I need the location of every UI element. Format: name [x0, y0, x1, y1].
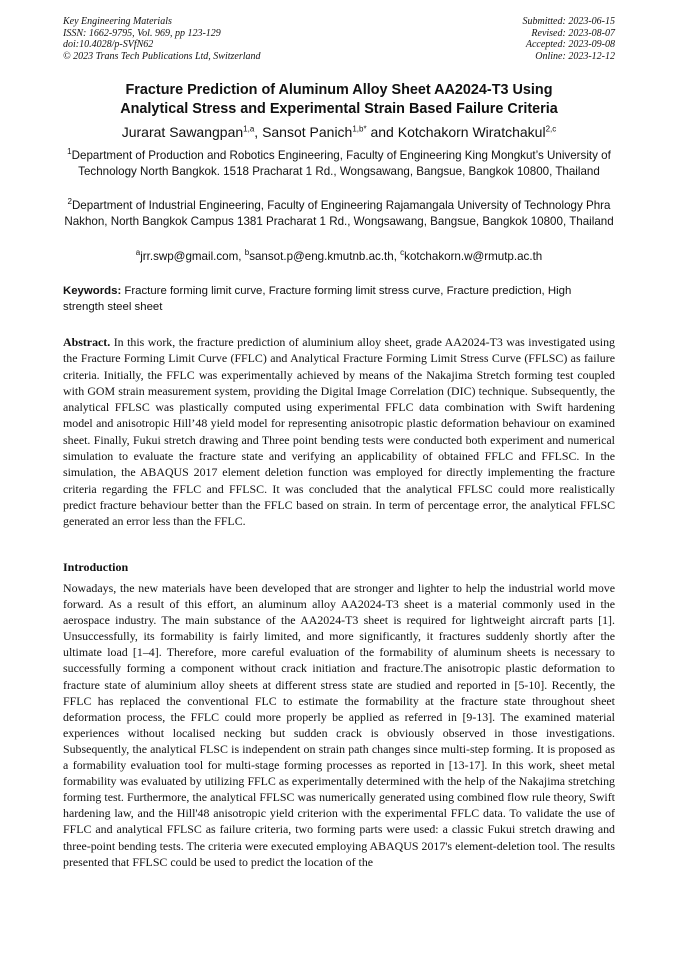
- author-emails: [40, 249, 638, 265]
- author-separator: ,: [254, 124, 263, 140]
- author-3-name: Kotchakorn Wiratchakul: [397, 124, 546, 140]
- author-3-affil: 2,c: [545, 124, 557, 134]
- date-revised: Revised: 2023-08-07: [531, 27, 615, 39]
- journal-name: Key Engineering Materials: [63, 16, 172, 27]
- email-b: sansot.p@eng.kmutnb.ac.th,: [249, 250, 401, 263]
- email-a-marker: a: [135, 248, 141, 258]
- abstract-text: In this work, the fracture prediction of aluminium alloy sheet, grade AA2024-T3 was investigated using the Fracture Forming Limit Curve (FFLC) and Analytical Fracture Forming Limit Stress Curve (FFLSC) as failure criteria. Initially, the FFLC was experimentally achieved by means of the Nakajima Stretch forming test coupled with GOM strain measurement system, providing the Digital Image Correlation (DIC) technique. Subsequently, the analytical FFLSC was plastically computed using experimental FFLC data combination with Swift hardening model and anisotropic Hill’48 yield model for representing anisotropic plastic deformation behaviour on examined sheet. Finally, Fukui stretch drawing and Three point bending tests were conducted both experiment and numerical simulation to evaluate the fracture state and verifying an applicability of obtained FFLC and FFLSC. In the simulation, the ABAQUS 2017 element deletion function was employed for directly implementing the fracture criteria regarding the FFLC and FFLSC. It was concluded that the analytical FFLSC could more realistically predict fracture behaviour better than the FFLC based on strain. In term of percentage error, the analytical FFLSC generated an error less than the FFLC.: [63, 335, 615, 529]
- journal-doi: doi:10.4028/p-SVfN62: [63, 39, 154, 51]
- journal-copyright: © 2023 Trans Tech Publications Ltd, Switzerland: [63, 50, 261, 62]
- abstract-label: Abstract.: [63, 335, 111, 349]
- affiliation-1-marker: 1: [67, 147, 72, 157]
- affiliation-2: [52, 198, 626, 231]
- author-2-name: Sansot Panich: [262, 124, 353, 140]
- date-submitted: Submitted: 2023-06-15: [522, 16, 615, 27]
- affiliation-1-text: Department of Production and Robotics Engineering, Faculty of Engineering King Mongkut’s University of Technology North Bangkok. 1518 Pracharat 1 Rd., Wongsawang, Bangsue, Bangkok 10800, Thailand: [71, 149, 611, 179]
- title-line-2: Analytical Stress and Experimental Strain Based Failure Criteria: [120, 101, 558, 117]
- author-list: [40, 122, 638, 142]
- affiliation-2-marker: 2: [67, 197, 72, 207]
- title-line-1: Fracture Prediction of Aluminum Alloy Sheet AA2024-T3 Using: [125, 82, 553, 98]
- date-online: Online: 2023-12-12: [535, 50, 615, 62]
- abstract-section: [63, 334, 615, 530]
- email-c: kotchakorn.w@rmutp.ac.th: [404, 250, 543, 263]
- author-separator: and: [366, 124, 398, 140]
- affiliation-2-text: Department of Industrial Engineering, Faculty of Engineering Rajamangala University of Technology Phra Nakhon, North Bangkok Campus 1381 Pracharat 1 Rd., Wongsawang, Bangsue, Bangkok 10800, Thailand: [64, 199, 614, 229]
- keywords-section: [63, 283, 615, 315]
- date-accepted: Accepted: 2023-09-08: [525, 39, 615, 51]
- author-1-affil: 1,a: [243, 124, 255, 134]
- paper-title: [40, 81, 638, 119]
- email-c-marker: c: [400, 248, 405, 258]
- affiliation-1: [52, 148, 626, 181]
- email-b-marker: b: [244, 248, 250, 258]
- journal-info: [63, 16, 261, 62]
- introduction-paragraph: Nowadays, the new materials have been developed that are stronger and lighter to help the industrial world move forward. As a result of this effort, an aluminum alloy AA2024-T3 sheet is a material commonly used in the aerospace industry. The main substance of the AA2024-T3 sheet is required for lightweight aircraft parts [1]. Unsuccessfully, its formability is fairly limited, and more significantly, it fractures suddenly shortly after the ultimate load [1–4]. Therefore, more careful evaluation of the formability of aluminum sheets is necessary to successfully forming a component without crack initiation and fracture.The anisotropic plastic deformation to fracture state of aluminium alloy sheets at different stress state are studied and reported in [5-10]. Recently, the FFLC has replaced the conventional FLC to estimate the formability at the fracture state throughout sheet deformation process, the FFLC could more properly be applied as referred in [9-13]. The examined material experiences without localised necking but sudden crack is obviously observed in those investigations. Subsequently, the analytical FLSC is independent on strain path changes since multi-step forming. It is proposed as a formability evaluation tool for multi-stage forming processes as reported in [13-17]. In this work, sheet metal formability was evaluated by utilizing FFLC as experimentally determined with the help of the Nakajima stretching forming test. Furthermore, the analytical FFLSC was numerically generated using combined flow rule theory, Swift hardening law, and the Hill'48 anisotropic yield criterion with the experimental FFLC data. To validate the use of FFLC and analytical FFLSC as failure criteria, two forming parts were used: a classic Fukui stretch drawing and three-point bending tests. The criteria were executed employing ABAQUS 2017's element-deletion tool. The results presented that FFLSC could be used to predict the location of the: [63, 581, 615, 869]
- journal-issn: ISSN: 1662-9795, Vol. 969, pp 123-129: [63, 27, 221, 39]
- email-a: jrr.swp@gmail.com,: [140, 250, 245, 263]
- author-1-name: Jurarat Sawangpan: [121, 124, 244, 140]
- author-2-affil: 1,b*: [352, 124, 367, 134]
- introduction-heading: Introduction: [63, 560, 129, 574]
- publication-dates: [523, 16, 616, 62]
- keywords-label: Keywords:: [63, 285, 122, 297]
- keywords-text: Fracture forming limit curve, Fracture forming limit stress curve, Fracture prediction, High strength steel sheet: [63, 285, 572, 313]
